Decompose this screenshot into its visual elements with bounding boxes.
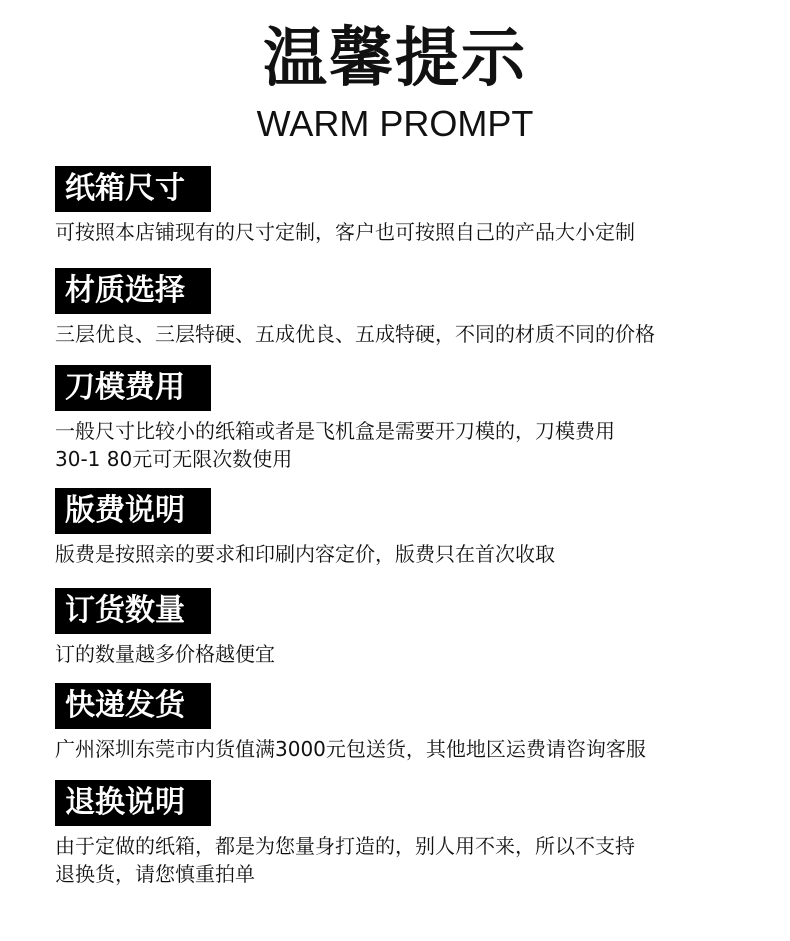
section-label-order-quantity: 订货数量 [55, 588, 211, 634]
section-body-plate-fee: 版费是按照亲的要求和印刷内容定价，版费只在首次收取 [55, 542, 555, 566]
section-label-plate-fee: 版费说明 [55, 488, 211, 534]
section-label-shipping: 快递发货 [55, 683, 211, 729]
section-box-size [55, 166, 765, 246]
section-body-returns: 由于定做的纸箱，都是为您量身打造的，别人用不来，所以不支持 退换货，请您慎重拍单 [55, 834, 635, 886]
section-body-material: 三层优良、三层特硬、五成优良、五成特硬，不同的材质不同的价格 [55, 322, 655, 346]
section-label-material: 材质选择 [55, 268, 211, 314]
section-die-cost [55, 365, 765, 473]
section-material [55, 268, 765, 348]
section-label-die-cost: 刀模费用 [55, 365, 211, 411]
section-shipping [55, 683, 765, 763]
page-subtitle: WARM PROMPT [256, 103, 534, 144]
section-label-returns: 退换说明 [55, 780, 211, 826]
section-body-order-quantity: 订的数量越多价格越便宜 [55, 642, 275, 666]
page-title: 温馨提示 [263, 22, 527, 96]
section-body-box-size: 可按照本店铺现有的尺寸定制，客户也可按照自己的产品大小定制 [55, 220, 635, 244]
section-order-quantity [55, 588, 765, 668]
section-returns [55, 780, 765, 888]
section-plate-fee [55, 488, 765, 568]
section-body-die-cost: 一般尺寸比较小的纸箱或者是飞机盒是需要开刀模的，刀模费用 30-1 80元可无限次数使用 [55, 419, 615, 471]
section-body-shipping: 广州深圳东莞市内货值满3000元包送货，其他地区运费请咨询客服 [55, 737, 646, 761]
section-label-box-size: 纸箱尺寸 [55, 166, 211, 212]
